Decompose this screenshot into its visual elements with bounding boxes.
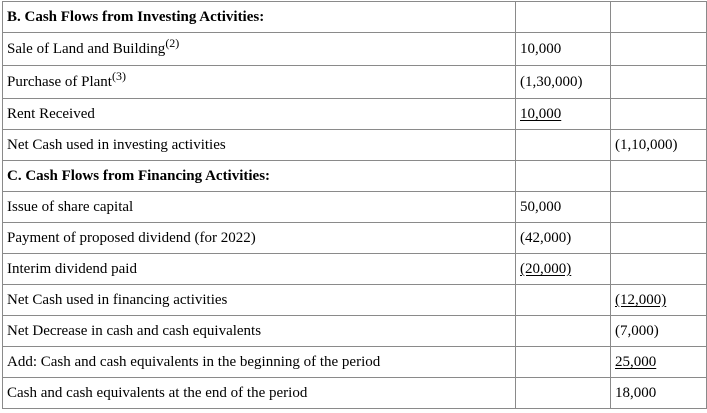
- particulars-cell: Net Cash used in investing activities: [3, 130, 516, 161]
- underlined-total: 25,000: [615, 354, 657, 370]
- total-cell: [611, 285, 707, 316]
- amount-cell: [516, 378, 611, 409]
- table-row: [3, 285, 707, 316]
- note-reference: (3): [111, 69, 126, 83]
- table-row: [3, 192, 707, 223]
- particulars-cell: Cash and cash equivalents at the end of the period: [3, 378, 516, 409]
- amount-cell: [516, 99, 611, 130]
- underlined-amount: (20,000): [520, 261, 572, 277]
- table-row: [3, 223, 707, 254]
- particulars-cell: [3, 66, 516, 99]
- section-heading-financing: C. Cash Flows from Financing Activities:: [3, 161, 516, 192]
- total-cell: [611, 347, 707, 378]
- particulars-cell: Add: Cash and cash equivalents in the beginning of the period: [3, 347, 516, 378]
- particulars-cell: Interim dividend paid: [3, 254, 516, 285]
- table-row: [3, 254, 707, 285]
- amount-cell: [516, 130, 611, 161]
- table-row: [3, 378, 707, 409]
- row-label: Sale of Land and Building: [7, 41, 166, 57]
- particulars-cell: Net Cash used in financing activities: [3, 285, 516, 316]
- table-row: [3, 347, 707, 378]
- particulars-cell: Issue of share capital: [3, 192, 516, 223]
- underlined-total: (12,000): [615, 292, 667, 308]
- cash-flow-table: [2, 1, 707, 409]
- amount-cell: [516, 2, 611, 33]
- table-row: [3, 316, 707, 347]
- total-cell: [611, 161, 707, 192]
- amount-cell: [516, 316, 611, 347]
- amount-cell: [516, 347, 611, 378]
- total-cell: (7,000): [611, 316, 707, 347]
- total-cell: (1,10,000): [611, 130, 707, 161]
- amount-cell: [516, 161, 611, 192]
- particulars-cell: Net Decrease in cash and cash equivalents: [3, 316, 516, 347]
- total-cell: [611, 254, 707, 285]
- particulars-cell: Rent Received: [3, 99, 516, 130]
- table-row: [3, 33, 707, 66]
- note-reference: (2): [165, 36, 180, 50]
- total-cell: [611, 66, 707, 99]
- table-row: [3, 130, 707, 161]
- underlined-amount: 10,000: [520, 106, 562, 122]
- table-row: [3, 161, 707, 192]
- table-row: [3, 66, 707, 99]
- particulars-cell: Payment of proposed dividend (for 2022): [3, 223, 516, 254]
- total-cell: [611, 2, 707, 33]
- amount-cell: (42,000): [516, 223, 611, 254]
- amount-cell: 10,000: [516, 33, 611, 66]
- amount-cell: (1,30,000): [516, 66, 611, 99]
- table-row: [3, 2, 707, 33]
- section-heading-investing: B. Cash Flows from Investing Activities:: [3, 2, 516, 33]
- amount-cell: 50,000: [516, 192, 611, 223]
- row-label: Purchase of Plant: [7, 74, 112, 90]
- table-row: [3, 99, 707, 130]
- particulars-cell: [3, 33, 516, 66]
- total-cell: [611, 33, 707, 66]
- total-cell: [611, 99, 707, 130]
- amount-cell: [516, 254, 611, 285]
- total-cell: [611, 192, 707, 223]
- total-cell: [611, 223, 707, 254]
- amount-cell: [516, 285, 611, 316]
- total-cell: 18,000: [611, 378, 707, 409]
